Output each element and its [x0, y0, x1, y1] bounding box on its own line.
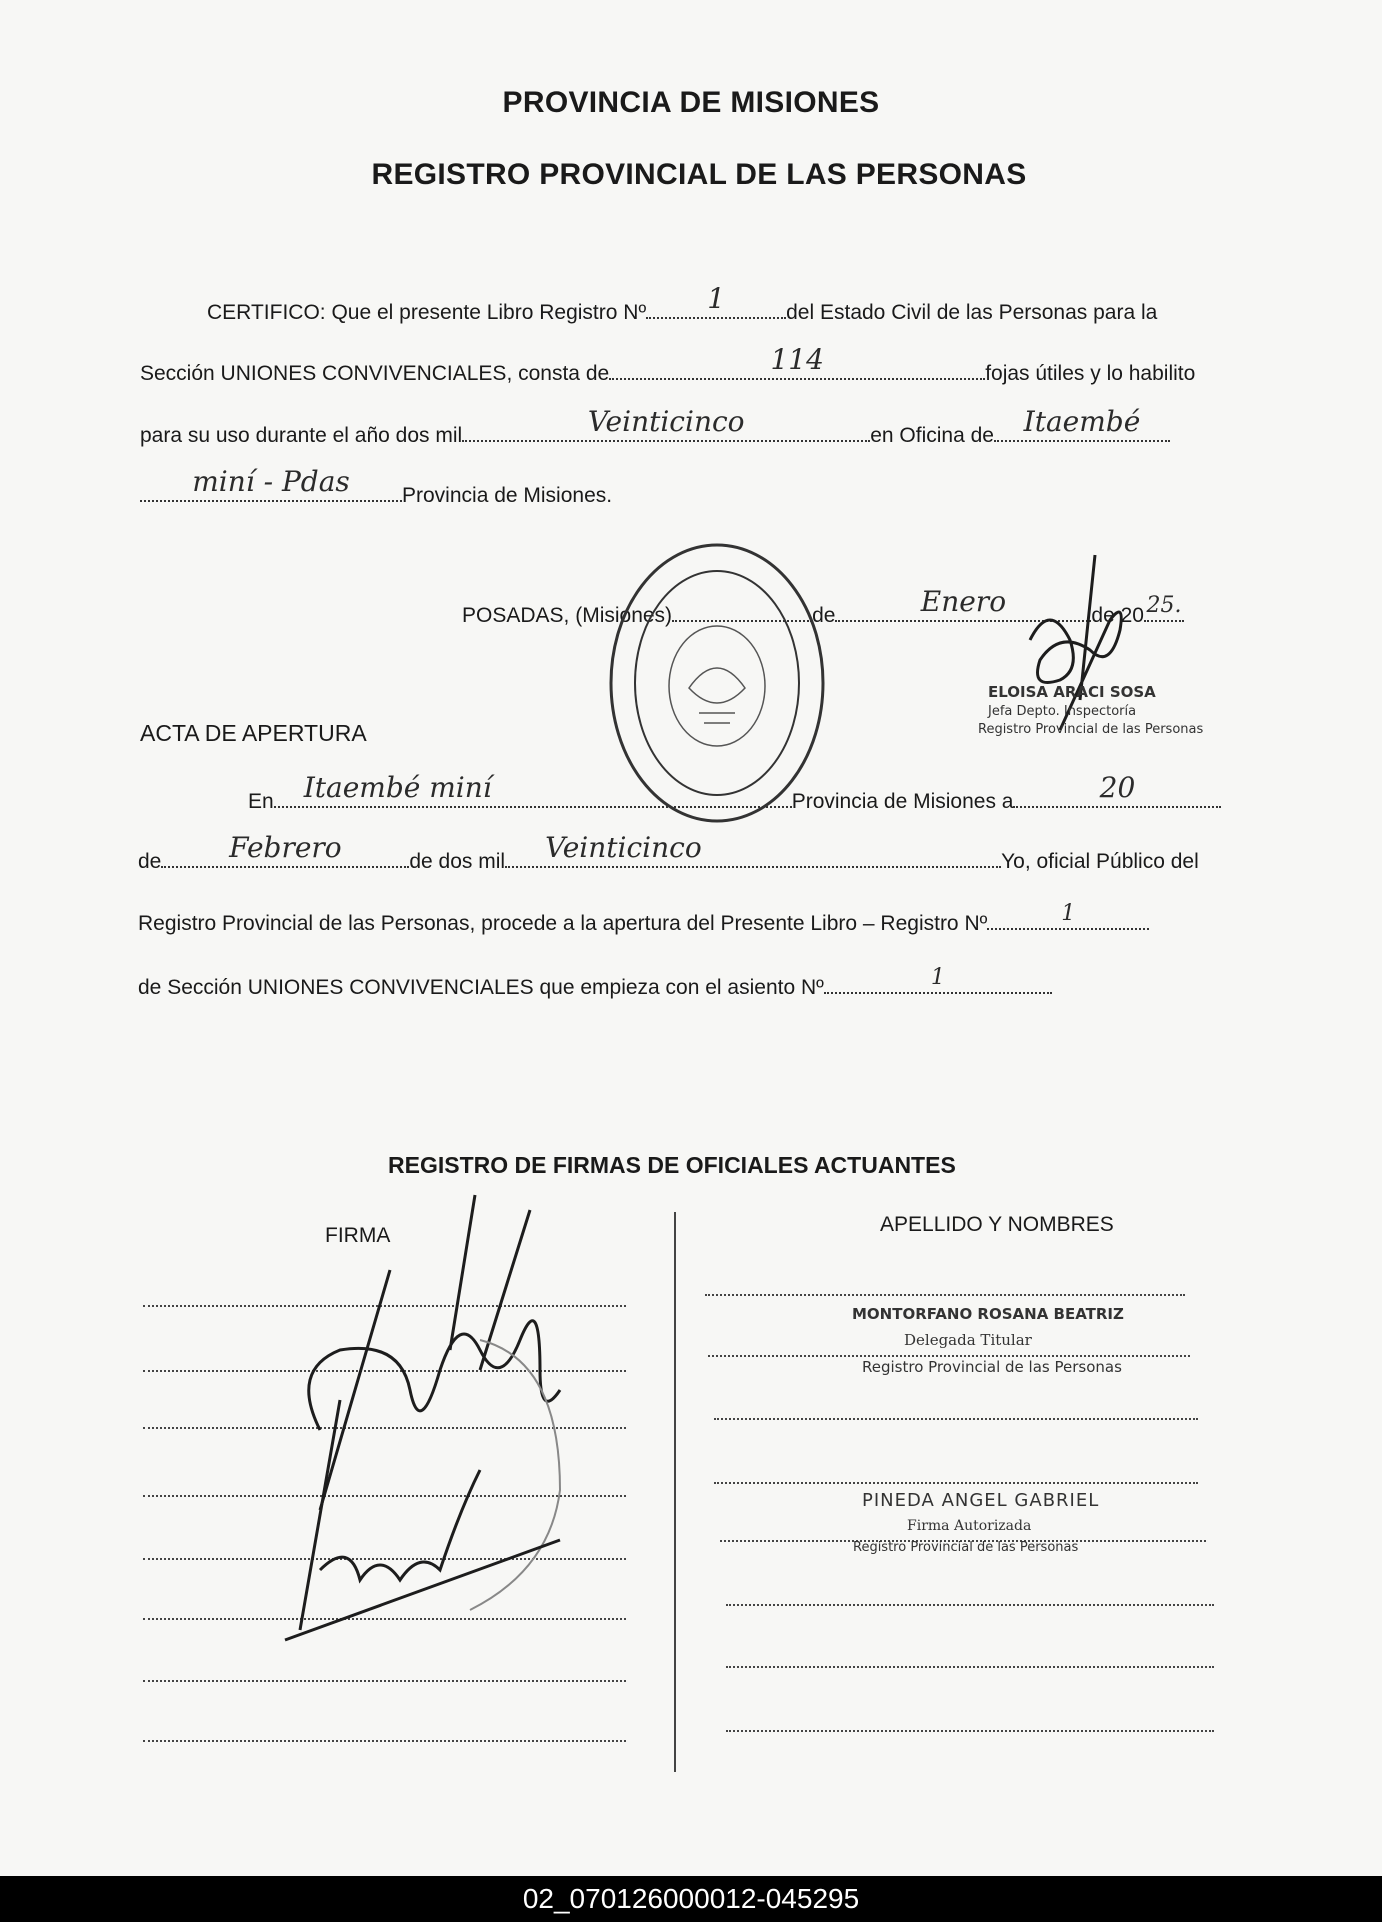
handwritten-value: Itaembé miní — [303, 771, 492, 804]
handwritten-value: Itaembé — [1023, 405, 1141, 438]
fill-field — [140, 465, 402, 502]
cert-line-2 — [140, 343, 1196, 386]
handwritten-value: 1 — [930, 965, 945, 990]
fill-field — [609, 343, 985, 380]
fill-field — [505, 831, 1001, 868]
cert-text: del Estado Civil de las Personas para la — [786, 301, 1158, 324]
officer-stamp-role: Delegada Titular — [904, 1331, 1032, 1349]
handwritten-value: Febrero — [229, 831, 342, 864]
handwritten-value: 114 — [770, 343, 824, 376]
signatory-role: Jefa Depto. Inspectoría — [988, 704, 1137, 719]
officer-stamp-name: PINEDA ANGEL GABRIEL — [862, 1490, 1100, 1511]
place-text: POSADAS, (Misiones) — [462, 604, 673, 627]
signature-line — [143, 1740, 626, 1742]
handwritten-value: Enero — [920, 585, 1007, 618]
cert-text: para su uso durante el año dos mil — [140, 424, 463, 447]
fill-field — [987, 901, 1149, 930]
fill-field — [1013, 771, 1221, 808]
province-title: PROVINCIA DE MISIONES — [502, 86, 880, 119]
opening-text: de — [138, 850, 162, 873]
col-names-label: APELLIDO Y NOMBRES — [880, 1213, 1114, 1236]
cert-line-1 — [207, 282, 1158, 325]
signatures-heading: REGISTRO DE FIRMAS DE OFICIALES ACTUANTES — [388, 1152, 956, 1178]
opening-text: Yo, oficial Público del — [1001, 850, 1199, 873]
name-line — [705, 1294, 1185, 1296]
opening-text: de dos mil — [409, 850, 506, 873]
cert-text: Provincia de Misiones. — [402, 484, 613, 507]
name-line — [726, 1604, 1214, 1606]
column-divider — [674, 1212, 676, 1772]
fill-field — [161, 831, 409, 868]
fill-field — [462, 405, 870, 442]
cert-text: Sección UNIONES CONVIVENCIALES, consta de — [140, 362, 610, 385]
opening-line-2 — [138, 831, 1199, 874]
handwritten-value: 25. — [1146, 593, 1182, 618]
fill-field — [274, 771, 792, 808]
officer-stamp-org: Registro Provincial de las Personas — [862, 1358, 1122, 1376]
opening-line-3 — [138, 901, 1149, 936]
cert-text: en Oficina de — [870, 424, 994, 447]
cert-text: fojas útiles y lo habilito — [985, 362, 1196, 385]
opening-heading: ACTA DE APERTURA — [140, 720, 367, 746]
officer-stamp-name: MONTORFANO ROSANA BEATRIZ — [852, 1305, 1124, 1323]
scan-footer: 02_070126000012-045295 — [0, 1876, 1382, 1922]
handwritten-value: miní - Pdas — [192, 465, 350, 498]
cert-line-4 — [140, 465, 613, 508]
opening-text: Registro Provincial de las Personas, procede a la apertura del Presente Libro – Registro Nº — [138, 912, 988, 935]
name-line — [726, 1730, 1214, 1732]
opening-text: Provincia de Misiones a — [791, 790, 1014, 813]
officer-stamp-org: Registro Provincial de las Personas — [853, 1540, 1079, 1555]
opening-line-1 — [248, 771, 1221, 814]
cert-line-3 — [140, 405, 1170, 448]
signatory-org: Registro Provincial de las Personas — [978, 722, 1204, 737]
fill-field — [994, 405, 1170, 442]
handwritten-value: Veinticinco — [545, 831, 702, 864]
opening-line-4 — [138, 965, 1052, 1000]
handwritten-value: 1 — [707, 282, 726, 315]
opening-text: de Sección UNIONES CONVIVENCIALES que empieza con el asiento Nº — [138, 976, 824, 999]
signature-line — [143, 1680, 626, 1682]
name-line — [714, 1482, 1198, 1484]
place-text: de 20 — [1091, 604, 1144, 627]
registry-title: REGISTRO PROVINCIAL DE LAS PERSONAS — [371, 158, 1027, 191]
cert-text: CERTIFICO: Que el presente Libro Registro Nº — [207, 301, 647, 324]
handwritten-value: 1 — [1061, 901, 1076, 926]
fill-field — [824, 965, 1052, 994]
fill-field — [646, 282, 786, 319]
signatory-name: ELOISA ARACI SOSA — [988, 683, 1156, 701]
opening-text: En — [248, 790, 274, 813]
handwritten-value: Veinticinco — [587, 405, 745, 438]
officer-stamp-role: Firma Autorizada — [907, 1518, 1032, 1534]
name-line — [714, 1418, 1198, 1420]
fill-field — [1144, 593, 1184, 622]
place-text: de — [812, 604, 836, 627]
handwritten-value: 20 — [1099, 771, 1136, 804]
name-line — [726, 1666, 1214, 1668]
col-firma-label: FIRMA — [325, 1224, 391, 1247]
official-signature-icon — [280, 1190, 610, 1650]
name-line — [708, 1355, 1190, 1357]
